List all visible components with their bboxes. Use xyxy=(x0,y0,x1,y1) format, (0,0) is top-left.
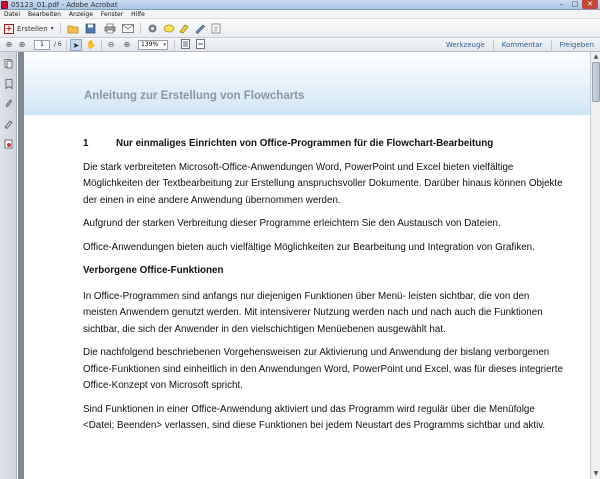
menu-fenster[interactable]: Fenster xyxy=(100,10,124,18)
minus-circle-icon: ⊖ xyxy=(107,40,115,49)
highlight-button[interactable] xyxy=(177,22,190,35)
vertical-scrollbar[interactable] xyxy=(590,52,600,479)
envelope-icon xyxy=(122,24,134,33)
share-link[interactable]: Freigeben xyxy=(559,41,594,49)
task-pane-links xyxy=(438,38,594,52)
paragraph: In Office-Programmen sind anfangs nur diejenigen Funktionen über Menü- leisten sichtbar, die von den meisten Anwendern genutzt werden. Mit intensiverer Nutzung werden nach und nach auch die Funktionen sichtbar, die sich der Anwender in den vielschichtigen Menüebenen ausgewählt hat. xyxy=(83,290,543,335)
section-heading-text: Nur einmaliges Einrichten von Office-Programmen für die Flowchart-Bearbeitung xyxy=(116,138,494,149)
scroll-up-arrow-icon[interactable]: ▲ xyxy=(593,53,599,60)
scroll-down-arrow-icon[interactable]: ▼ xyxy=(593,470,599,477)
menu-hilfe[interactable]: Hilfe xyxy=(131,10,145,18)
zoom-in-button[interactable] xyxy=(121,39,133,51)
save-button[interactable] xyxy=(84,22,97,35)
create-button[interactable] xyxy=(4,22,54,35)
layers-stamp-icon[interactable] xyxy=(4,139,13,149)
menu-bearbeiten[interactable]: Bearbeiten xyxy=(28,10,61,18)
link-separator xyxy=(493,40,494,50)
sign-button[interactable] xyxy=(193,22,206,35)
document-viewport[interactable] xyxy=(18,52,590,479)
maximize-button[interactable]: □ xyxy=(571,0,579,8)
create-pdf-icon: + xyxy=(5,23,13,33)
fit-page-button[interactable] xyxy=(179,39,191,51)
chevron-down-icon: ▾ xyxy=(163,42,166,48)
next-page-button[interactable] xyxy=(17,39,27,51)
tools-link[interactable]: Werkzeuge xyxy=(445,41,485,49)
main-toolbar xyxy=(0,19,600,38)
open-button[interactable] xyxy=(66,22,79,35)
email-button[interactable] xyxy=(121,22,134,35)
section-number: 1 xyxy=(83,138,89,149)
page-number-input[interactable]: 1 xyxy=(34,40,50,50)
printer-icon xyxy=(104,23,116,34)
menu-bar xyxy=(0,10,600,19)
page-header-banner xyxy=(24,52,590,115)
hand-icon: ✋ xyxy=(86,40,96,49)
menu-datei[interactable]: Datei xyxy=(4,10,21,18)
toolbar-separator xyxy=(174,40,175,51)
paragraph: Die nachfolgend beschriebenen Vorgehensweisen zur Aktivierung und Anwendung der bislang verborgenen Office-Funktionen sind einheitlich in den Anwendungen Word, PowerPoint und Excel, was für dieses integrierte Office-Konzept von Microsoft spricht. xyxy=(83,347,563,391)
share-doc-icon xyxy=(210,23,222,34)
chevron-down-icon: ▾ xyxy=(50,25,54,32)
folder-open-icon xyxy=(67,24,79,34)
section-heading xyxy=(83,136,563,153)
paragraph: Die stark verbreiteten Microsoft-Office-Anwendungen Word, PowerPoint und Excel bieten vielfältige Möglichkeiten der Textbearbeitung zur Erstellung anspruchsvoller Dokumente. Darüber hinaus können Objekte der einen in eine andere Anwendung übernommen werden. xyxy=(83,161,563,206)
fit-page-icon xyxy=(181,39,190,49)
acrobat-app-icon xyxy=(1,1,8,9)
hand-tool-button[interactable] xyxy=(85,39,97,51)
pdf-page xyxy=(24,52,590,479)
toolbar-separator xyxy=(60,23,61,34)
signature-pen-icon[interactable] xyxy=(4,119,13,129)
close-button[interactable]: ✕ xyxy=(582,0,598,9)
comment-bubble-icon xyxy=(163,24,175,34)
bookmark-icon[interactable] xyxy=(4,79,13,89)
menu-anzeige[interactable]: Anzeige xyxy=(68,10,93,18)
share-button[interactable] xyxy=(209,22,222,35)
arrow-up-icon: ⊕ xyxy=(5,40,13,49)
zoom-select[interactable] xyxy=(138,40,168,50)
window-controls xyxy=(554,0,598,10)
highlighter-icon xyxy=(178,23,190,34)
scrollbar-thumb[interactable] xyxy=(592,62,600,102)
create-label: Erstellen xyxy=(17,24,48,33)
save-icon xyxy=(85,23,96,34)
pen-icon xyxy=(194,23,206,34)
select-tool-button[interactable] xyxy=(70,39,82,51)
toolbar-separator xyxy=(140,23,141,34)
toolbar-separator xyxy=(66,40,67,51)
previous-page-button[interactable] xyxy=(4,39,14,51)
comment-button[interactable] xyxy=(162,22,175,35)
page-content xyxy=(83,136,563,442)
attachment-clip-icon[interactable] xyxy=(4,99,13,109)
arrow-down-icon: ⊕ xyxy=(18,40,26,49)
subheading: Verborgene Office-Funktionen xyxy=(83,265,224,276)
zoom-value: 139% xyxy=(141,41,159,48)
paragraph: Aufgrund der starken Verbreitung dieser Programme erleichtern Sie den Austausch von Dateien. xyxy=(83,218,501,229)
comment-link[interactable]: Kommentar xyxy=(501,41,543,49)
minimize-button[interactable]: – xyxy=(559,0,563,8)
page-thumbnails-icon[interactable] xyxy=(4,59,13,69)
paragraph: Sind Funktionen in einer Office-Anwendung aktiviert und das Programm wird regulär über die Menüfolge <Datei; Beenden> verlassen, sind diese Funktionen bei jedem Neustart des Programms sichtbar und aktiv. xyxy=(83,403,546,431)
zoom-out-button[interactable] xyxy=(105,39,117,51)
document-title: Anleitung zur Erstellung von Flowcharts xyxy=(84,90,305,102)
page-total: / 6 xyxy=(54,41,62,48)
settings-button[interactable] xyxy=(146,22,159,35)
window-title: 05123_01.pdf - Adobe Acrobat xyxy=(11,1,118,9)
navigation-toolbar xyxy=(0,38,600,52)
fit-width-button[interactable] xyxy=(194,39,206,51)
plus-circle-icon: ⊕ xyxy=(123,40,131,49)
title-bar xyxy=(0,0,600,10)
fit-width-icon xyxy=(196,39,205,49)
print-button[interactable] xyxy=(103,22,116,35)
link-separator xyxy=(551,40,552,50)
cursor-arrow-icon: ➤ xyxy=(72,41,80,50)
paragraph: Office-Anwendungen bieten auch vielfältige Möglichkeiten zur Bearbeitung und Integration von Grafiken. xyxy=(83,241,535,253)
gear-icon xyxy=(147,23,158,34)
navigation-pane xyxy=(0,52,17,479)
toolbar-separator xyxy=(101,40,102,51)
